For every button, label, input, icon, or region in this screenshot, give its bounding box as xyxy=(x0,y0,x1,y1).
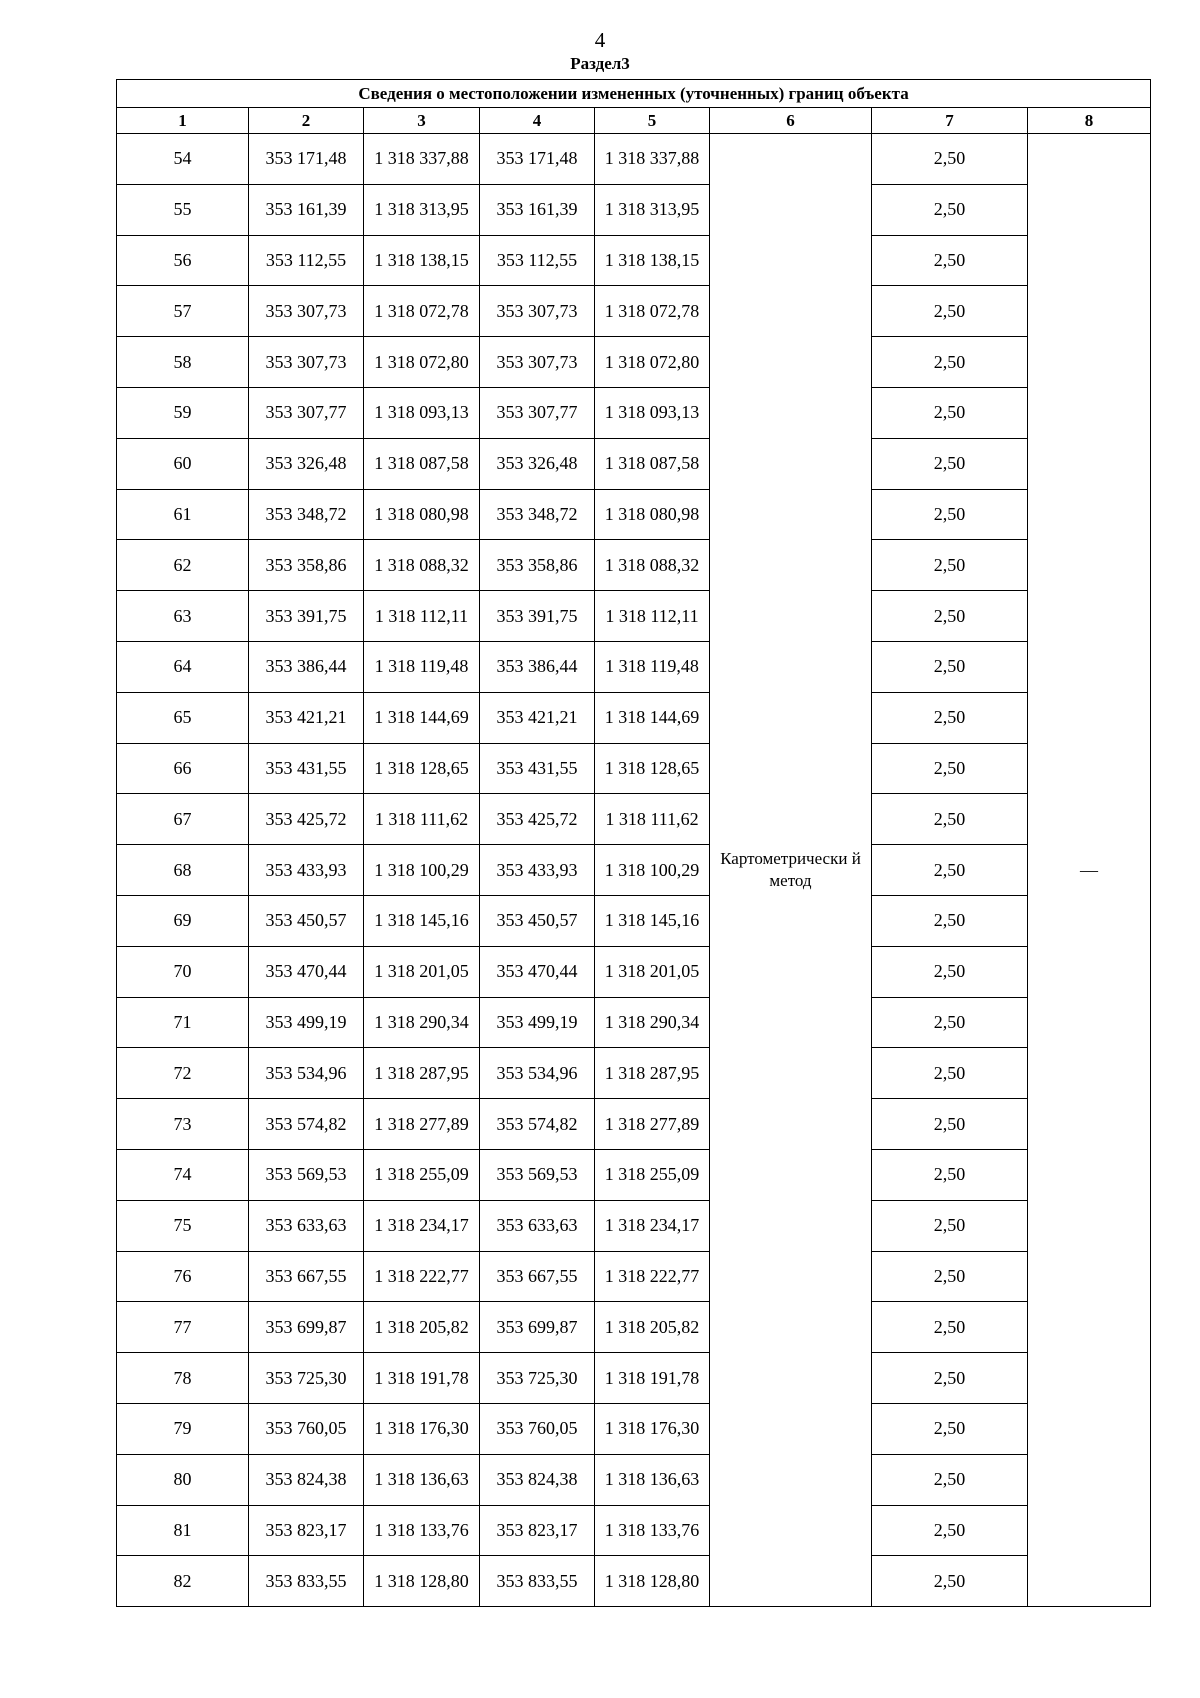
point-number-cell: 78 xyxy=(117,1353,249,1404)
x-existing-cell: 353 833,55 xyxy=(249,1556,364,1607)
y-new-cell: 1 318 290,34 xyxy=(595,997,710,1048)
column-number-6: 6 xyxy=(710,108,872,134)
point-number-cell: 64 xyxy=(117,641,249,692)
x-new-cell: 353 431,55 xyxy=(480,743,595,794)
column-number-1: 1 xyxy=(117,108,249,134)
y-existing-cell: 1 318 093,13 xyxy=(364,387,480,438)
column-number-8: 8 xyxy=(1028,108,1151,134)
table-row xyxy=(117,286,1151,337)
accuracy-cell: 2,50 xyxy=(872,794,1028,845)
accuracy-cell: 2,50 xyxy=(872,540,1028,591)
accuracy-cell: 2,50 xyxy=(872,235,1028,286)
x-new-cell: 353 633,63 xyxy=(480,1200,595,1251)
table-row xyxy=(117,692,1151,743)
point-number-cell: 76 xyxy=(117,1251,249,1302)
accuracy-cell: 2,50 xyxy=(872,489,1028,540)
accuracy-cell: 2,50 xyxy=(872,1353,1028,1404)
y-existing-cell: 1 318 072,80 xyxy=(364,337,480,388)
y-new-cell: 1 318 176,30 xyxy=(595,1403,710,1454)
y-existing-cell: 1 318 145,16 xyxy=(364,895,480,946)
table-row xyxy=(117,235,1151,286)
accuracy-cell: 2,50 xyxy=(872,1302,1028,1353)
x-new-cell: 353 326,48 xyxy=(480,438,595,489)
y-new-cell: 1 318 277,89 xyxy=(595,1099,710,1150)
x-existing-cell: 353 307,73 xyxy=(249,337,364,388)
y-existing-cell: 1 318 176,30 xyxy=(364,1403,480,1454)
column-8-cell: — xyxy=(1028,134,1151,1607)
y-new-cell: 1 318 088,32 xyxy=(595,540,710,591)
x-new-cell: 353 348,72 xyxy=(480,489,595,540)
x-existing-cell: 353 823,17 xyxy=(249,1505,364,1556)
column-number-2: 2 xyxy=(249,108,364,134)
accuracy-cell: 2,50 xyxy=(872,997,1028,1048)
point-number-cell: 81 xyxy=(117,1505,249,1556)
y-new-cell: 1 318 087,58 xyxy=(595,438,710,489)
x-existing-cell: 353 433,93 xyxy=(249,845,364,896)
point-number-cell: 80 xyxy=(117,1454,249,1505)
y-new-cell: 1 318 100,29 xyxy=(595,845,710,896)
x-existing-cell: 353 326,48 xyxy=(249,438,364,489)
y-existing-cell: 1 318 088,32 xyxy=(364,540,480,591)
accuracy-cell: 2,50 xyxy=(872,946,1028,997)
table-row xyxy=(117,997,1151,1048)
accuracy-cell: 2,50 xyxy=(872,1403,1028,1454)
x-existing-cell: 353 307,77 xyxy=(249,387,364,438)
x-existing-cell: 353 421,21 xyxy=(249,692,364,743)
section-title: Раздел3 xyxy=(570,54,630,73)
table-row xyxy=(117,337,1151,388)
accuracy-cell: 2,50 xyxy=(872,641,1028,692)
x-new-cell: 353 391,75 xyxy=(480,591,595,642)
y-existing-cell: 1 318 138,15 xyxy=(364,235,480,286)
x-new-cell: 353 307,73 xyxy=(480,286,595,337)
y-existing-cell: 1 318 072,78 xyxy=(364,286,480,337)
x-existing-cell: 353 358,86 xyxy=(249,540,364,591)
x-existing-cell: 353 633,63 xyxy=(249,1200,364,1251)
accuracy-cell: 2,50 xyxy=(872,286,1028,337)
x-existing-cell: 353 499,19 xyxy=(249,997,364,1048)
y-existing-cell: 1 318 277,89 xyxy=(364,1099,480,1150)
y-new-cell: 1 318 234,17 xyxy=(595,1200,710,1251)
x-existing-cell: 353 450,57 xyxy=(249,895,364,946)
y-existing-cell: 1 318 136,63 xyxy=(364,1454,480,1505)
x-existing-cell: 353 307,73 xyxy=(249,286,364,337)
x-new-cell: 353 824,38 xyxy=(480,1454,595,1505)
boundary-coordinates-table xyxy=(116,79,1151,1607)
table-caption: Сведения о местоположении измененных (уточненных) границ объекта xyxy=(117,80,1151,108)
table-row xyxy=(117,540,1151,591)
x-new-cell: 353 833,55 xyxy=(480,1556,595,1607)
column-number-4: 4 xyxy=(480,108,595,134)
x-new-cell: 353 450,57 xyxy=(480,895,595,946)
x-existing-cell: 353 470,44 xyxy=(249,946,364,997)
table-row xyxy=(117,438,1151,489)
x-existing-cell: 353 348,72 xyxy=(249,489,364,540)
column-number-7: 7 xyxy=(872,108,1028,134)
table-row xyxy=(117,1353,1151,1404)
point-number-cell: 57 xyxy=(117,286,249,337)
y-new-cell: 1 318 112,11 xyxy=(595,591,710,642)
accuracy-cell: 2,50 xyxy=(872,895,1028,946)
table-row xyxy=(117,1454,1151,1505)
column-number-5: 5 xyxy=(595,108,710,134)
x-new-cell: 353 470,44 xyxy=(480,946,595,997)
point-number-cell: 75 xyxy=(117,1200,249,1251)
point-number-cell: 70 xyxy=(117,946,249,997)
x-new-cell: 353 112,55 xyxy=(480,235,595,286)
table-row xyxy=(117,1099,1151,1150)
accuracy-cell: 2,50 xyxy=(872,1251,1028,1302)
y-existing-cell: 1 318 128,80 xyxy=(364,1556,480,1607)
y-new-cell: 1 318 072,80 xyxy=(595,337,710,388)
y-new-cell: 1 318 313,95 xyxy=(595,184,710,235)
table-body xyxy=(117,134,1151,1607)
y-new-cell: 1 318 080,98 xyxy=(595,489,710,540)
x-new-cell: 353 574,82 xyxy=(480,1099,595,1150)
x-new-cell: 353 569,53 xyxy=(480,1149,595,1200)
point-number-cell: 60 xyxy=(117,438,249,489)
point-number-cell: 69 xyxy=(117,895,249,946)
y-new-cell: 1 318 128,80 xyxy=(595,1556,710,1607)
accuracy-cell: 2,50 xyxy=(872,591,1028,642)
y-existing-cell: 1 318 222,77 xyxy=(364,1251,480,1302)
y-new-cell: 1 318 093,13 xyxy=(595,387,710,438)
y-new-cell: 1 318 255,09 xyxy=(595,1149,710,1200)
x-new-cell: 353 171,48 xyxy=(480,134,595,185)
table-row xyxy=(117,1302,1151,1353)
x-existing-cell: 353 112,55 xyxy=(249,235,364,286)
point-number-cell: 71 xyxy=(117,997,249,1048)
table-row xyxy=(117,743,1151,794)
y-new-cell: 1 318 287,95 xyxy=(595,1048,710,1099)
point-number-cell: 61 xyxy=(117,489,249,540)
table-row xyxy=(117,387,1151,438)
accuracy-cell: 2,50 xyxy=(872,134,1028,185)
table-row xyxy=(117,1251,1151,1302)
point-number-cell: 55 xyxy=(117,184,249,235)
x-new-cell: 353 307,77 xyxy=(480,387,595,438)
y-existing-cell: 1 318 287,95 xyxy=(364,1048,480,1099)
table-row xyxy=(117,1149,1151,1200)
y-existing-cell: 1 318 290,34 xyxy=(364,997,480,1048)
table-row xyxy=(117,845,1151,896)
x-new-cell: 353 421,21 xyxy=(480,692,595,743)
accuracy-cell: 2,50 xyxy=(872,743,1028,794)
x-existing-cell: 353 534,96 xyxy=(249,1048,364,1099)
y-existing-cell: 1 318 128,65 xyxy=(364,743,480,794)
y-existing-cell: 1 318 080,98 xyxy=(364,489,480,540)
table-row xyxy=(117,184,1151,235)
x-existing-cell: 353 667,55 xyxy=(249,1251,364,1302)
x-existing-cell: 353 171,48 xyxy=(249,134,364,185)
y-new-cell: 1 318 128,65 xyxy=(595,743,710,794)
y-new-cell: 1 318 136,63 xyxy=(595,1454,710,1505)
x-existing-cell: 353 725,30 xyxy=(249,1353,364,1404)
y-new-cell: 1 318 337,88 xyxy=(595,134,710,185)
x-existing-cell: 353 760,05 xyxy=(249,1403,364,1454)
point-number-cell: 79 xyxy=(117,1403,249,1454)
y-new-cell: 1 318 222,77 xyxy=(595,1251,710,1302)
point-number-cell: 58 xyxy=(117,337,249,388)
x-existing-cell: 353 161,39 xyxy=(249,184,364,235)
point-number-cell: 73 xyxy=(117,1099,249,1150)
point-number-cell: 66 xyxy=(117,743,249,794)
y-existing-cell: 1 318 234,17 xyxy=(364,1200,480,1251)
y-existing-cell: 1 318 111,62 xyxy=(364,794,480,845)
point-number-cell: 65 xyxy=(117,692,249,743)
point-number-cell: 72 xyxy=(117,1048,249,1099)
y-existing-cell: 1 318 144,69 xyxy=(364,692,480,743)
table-row xyxy=(117,1556,1151,1607)
x-existing-cell: 353 824,38 xyxy=(249,1454,364,1505)
accuracy-cell: 2,50 xyxy=(872,337,1028,388)
y-existing-cell: 1 318 201,05 xyxy=(364,946,480,997)
x-new-cell: 353 534,96 xyxy=(480,1048,595,1099)
accuracy-cell: 2,50 xyxy=(872,387,1028,438)
table-row xyxy=(117,946,1151,997)
table-row xyxy=(117,1200,1151,1251)
table-row xyxy=(117,895,1151,946)
accuracy-cell: 2,50 xyxy=(872,1200,1028,1251)
x-existing-cell: 353 386,44 xyxy=(249,641,364,692)
table-row xyxy=(117,1505,1151,1556)
accuracy-cell: 2,50 xyxy=(872,184,1028,235)
table-row xyxy=(117,641,1151,692)
y-existing-cell: 1 318 119,48 xyxy=(364,641,480,692)
y-new-cell: 1 318 201,05 xyxy=(595,946,710,997)
point-number-cell: 56 xyxy=(117,235,249,286)
point-number-cell: 77 xyxy=(117,1302,249,1353)
y-existing-cell: 1 318 337,88 xyxy=(364,134,480,185)
accuracy-cell: 2,50 xyxy=(872,1099,1028,1150)
page-number: 4 xyxy=(594,28,606,52)
x-new-cell: 353 307,73 xyxy=(480,337,595,388)
accuracy-cell: 2,50 xyxy=(872,1556,1028,1607)
y-new-cell: 1 318 144,69 xyxy=(595,692,710,743)
accuracy-cell: 2,50 xyxy=(872,438,1028,489)
accuracy-cell: 2,50 xyxy=(872,1149,1028,1200)
x-new-cell: 353 433,93 xyxy=(480,845,595,896)
x-existing-cell: 353 574,82 xyxy=(249,1099,364,1150)
table-row xyxy=(117,134,1151,185)
x-existing-cell: 353 699,87 xyxy=(249,1302,364,1353)
x-new-cell: 353 386,44 xyxy=(480,641,595,692)
accuracy-cell: 2,50 xyxy=(872,1454,1028,1505)
x-existing-cell: 353 569,53 xyxy=(249,1149,364,1200)
y-existing-cell: 1 318 087,58 xyxy=(364,438,480,489)
x-new-cell: 353 161,39 xyxy=(480,184,595,235)
x-new-cell: 353 760,05 xyxy=(480,1403,595,1454)
x-existing-cell: 353 391,75 xyxy=(249,591,364,642)
x-new-cell: 353 725,30 xyxy=(480,1353,595,1404)
column-number-row xyxy=(117,108,1151,134)
table-row xyxy=(117,591,1151,642)
x-new-cell: 353 823,17 xyxy=(480,1505,595,1556)
table-row xyxy=(117,1403,1151,1454)
y-existing-cell: 1 318 205,82 xyxy=(364,1302,480,1353)
point-number-cell: 68 xyxy=(117,845,249,896)
method-cell: Картометрически й метод xyxy=(710,134,872,1607)
y-existing-cell: 1 318 112,11 xyxy=(364,591,480,642)
y-new-cell: 1 318 191,78 xyxy=(595,1353,710,1404)
accuracy-cell: 2,50 xyxy=(872,692,1028,743)
y-existing-cell: 1 318 191,78 xyxy=(364,1353,480,1404)
point-number-cell: 63 xyxy=(117,591,249,642)
x-new-cell: 353 425,72 xyxy=(480,794,595,845)
x-new-cell: 353 358,86 xyxy=(480,540,595,591)
point-number-cell: 82 xyxy=(117,1556,249,1607)
x-existing-cell: 353 431,55 xyxy=(249,743,364,794)
y-new-cell: 1 318 119,48 xyxy=(595,641,710,692)
x-existing-cell: 353 425,72 xyxy=(249,794,364,845)
point-number-cell: 59 xyxy=(117,387,249,438)
y-new-cell: 1 318 138,15 xyxy=(595,235,710,286)
table-row xyxy=(117,1048,1151,1099)
y-existing-cell: 1 318 133,76 xyxy=(364,1505,480,1556)
point-number-cell: 54 xyxy=(117,134,249,185)
point-number-cell: 67 xyxy=(117,794,249,845)
column-number-3: 3 xyxy=(364,108,480,134)
y-existing-cell: 1 318 100,29 xyxy=(364,845,480,896)
y-existing-cell: 1 318 255,09 xyxy=(364,1149,480,1200)
y-new-cell: 1 318 072,78 xyxy=(595,286,710,337)
y-new-cell: 1 318 111,62 xyxy=(595,794,710,845)
x-new-cell: 353 667,55 xyxy=(480,1251,595,1302)
x-new-cell: 353 699,87 xyxy=(480,1302,595,1353)
accuracy-cell: 2,50 xyxy=(872,1505,1028,1556)
y-new-cell: 1 318 145,16 xyxy=(595,895,710,946)
y-existing-cell: 1 318 313,95 xyxy=(364,184,480,235)
point-number-cell: 62 xyxy=(117,540,249,591)
point-number-cell: 74 xyxy=(117,1149,249,1200)
accuracy-cell: 2,50 xyxy=(872,1048,1028,1099)
accuracy-cell: 2,50 xyxy=(872,845,1028,896)
table-row xyxy=(117,794,1151,845)
table-row xyxy=(117,489,1151,540)
y-new-cell: 1 318 205,82 xyxy=(595,1302,710,1353)
x-new-cell: 353 499,19 xyxy=(480,997,595,1048)
y-new-cell: 1 318 133,76 xyxy=(595,1505,710,1556)
